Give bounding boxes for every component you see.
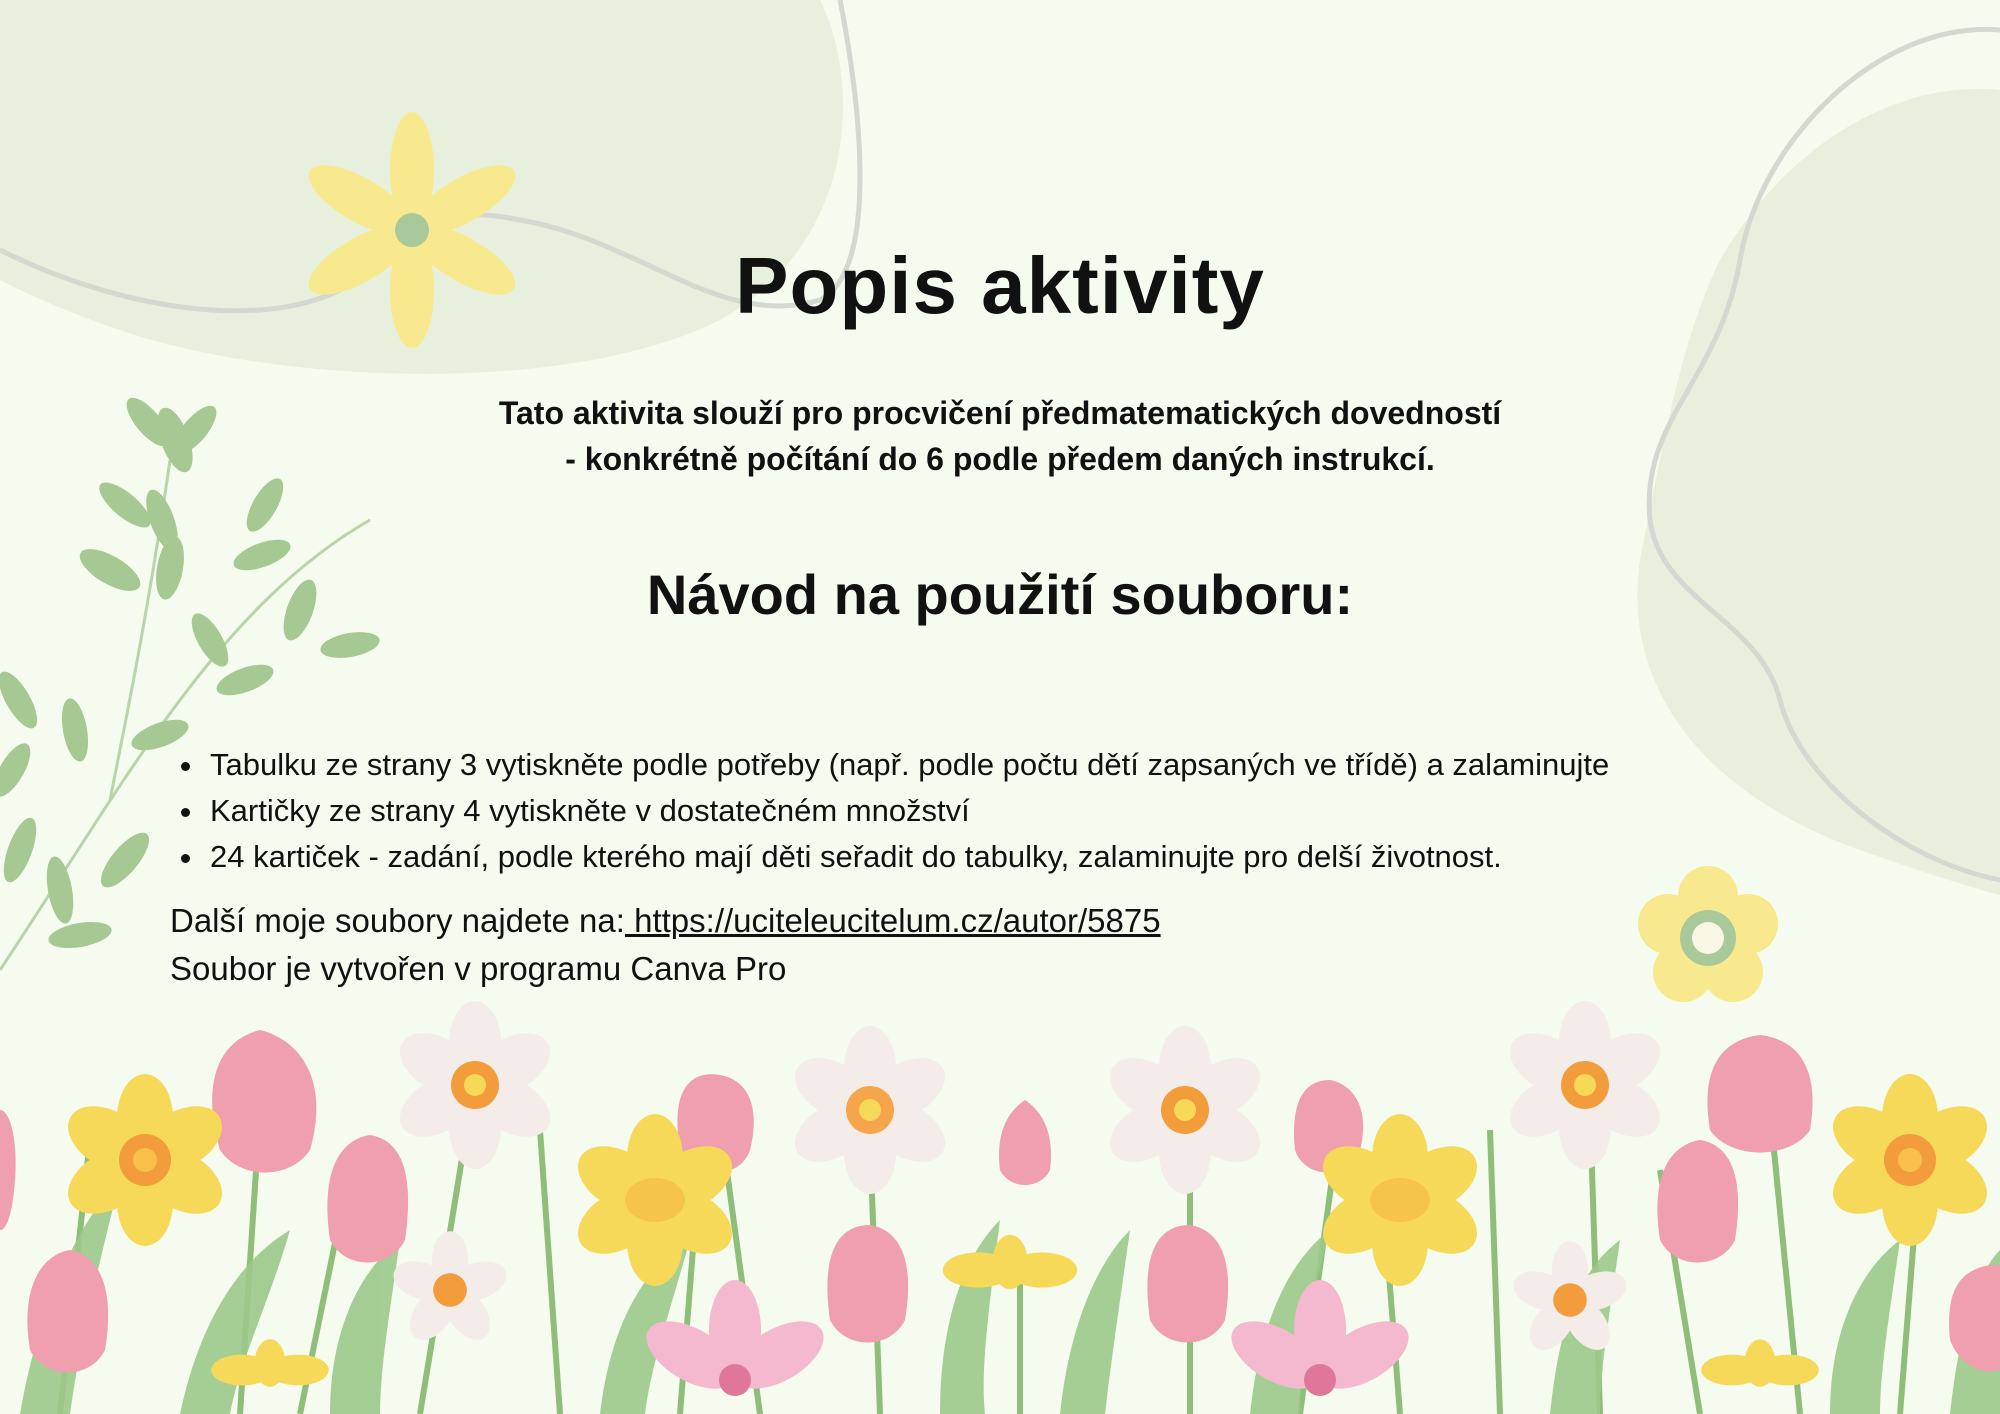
more-files-label: Další moje soubory najdete na: [170, 902, 625, 939]
intro-text [0, 390, 2000, 482]
intro-line: - konkrétně počítání do 6 podle předem daných instrukcí. [565, 441, 1435, 477]
page-title: Popis aktivity [735, 241, 1265, 330]
intro-line: Tato aktivita slouží pro procvičení předmatematických dovedností [498, 395, 1502, 431]
list-item: • Kartičky ze strany 4 vytiskněte v dostatečném množství [206, 788, 1906, 834]
instructions-heading: Návod na použití souboru: [646, 563, 1354, 626]
list-item: • 24 kartiček - zadání, podle kterého mají děti seřadit do tabulky, zalaminujte pro delší životnost. [206, 834, 1906, 880]
more-files-line [170, 902, 1161, 940]
list-item: • Tabulku ze strany 3 vytiskněte podle potřeby (např. podle počtu dětí zapsaných ve třídě) a zalaminujte [206, 742, 1906, 788]
made-with-note: Soubor je vytvořen v programu Canva Pro [170, 950, 787, 987]
author-page-link[interactable]: https://uciteleucitelum.cz/autor/5875 [624, 902, 1161, 939]
instructions-list [170, 742, 1906, 880]
